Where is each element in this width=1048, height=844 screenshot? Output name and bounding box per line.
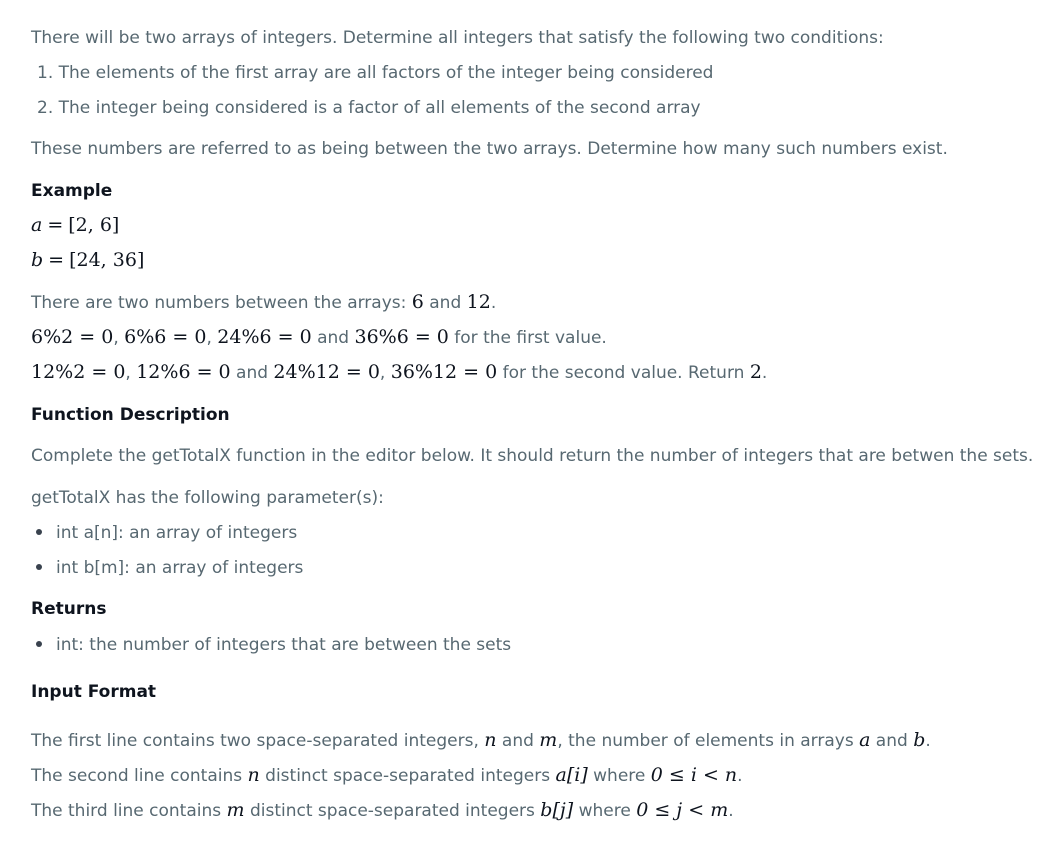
var-a: a — [31, 214, 43, 236]
condition-item: 2. The integer being considered is a factor of all elements of the second array — [37, 98, 701, 118]
intro-text: There will be two arrays of integers. Determine all integers that satisfy the following two conditions: — [31, 28, 884, 48]
var-b: b — [31, 249, 44, 271]
bullet-icon — [36, 564, 42, 570]
example-heading: Example — [31, 181, 113, 201]
example-line-3: 12%2 = 0, 12%6 = 0 and 24%12 = 0, 36%12 = 0 for the second value. Return 2. — [31, 361, 768, 383]
returns-heading: Returns — [31, 599, 107, 619]
b-value: [24, 36] — [69, 249, 145, 271]
a-value: [2, 6] — [68, 214, 120, 236]
condition-item: 1. The elements of the first array are all factors of the integer being considered — [37, 63, 714, 83]
params-intro: getTotalX has the following parameter(s): — [31, 488, 384, 508]
bullet-icon — [36, 641, 42, 647]
input-line-2: The second line contains n distinct space-separated integers a[i] where 0 ≤ i < n. — [31, 764, 743, 786]
example-line-2: 6%2 = 0, 6%6 = 0, 24%6 = 0 and 36%6 = 0 for the first value. — [31, 326, 607, 348]
list-item: int b[m]: an array of integers — [36, 556, 303, 580]
input-format-heading: Input Format — [31, 682, 157, 702]
function-description-text: Complete the getTotalX function in the editor below. It should return the number of integers that are betwen the sets. — [31, 446, 1034, 466]
example-line-1: There are two numbers between the arrays: 6 and 12. — [31, 291, 497, 313]
between-text: These numbers are referred to as being between the two arrays. Determine how many such numbers exist. — [31, 139, 948, 159]
input-line-1: The first line contains two space-separated integers, n and m, the number of elements in arrays a and b. — [31, 729, 931, 751]
example-b-line: b = [24, 36] — [31, 249, 145, 271]
list-item: int a[n]: an array of integers — [36, 521, 297, 545]
example-a-line: a = [2, 6] — [31, 214, 120, 236]
input-line-3: The third line contains m distinct space-separated integers b[j] where 0 ≤ j < m. — [31, 799, 734, 821]
list-item: int: the number of integers that are between the sets — [36, 633, 511, 657]
function-description-heading: Function Description — [31, 405, 230, 425]
bullet-icon — [36, 529, 42, 535]
